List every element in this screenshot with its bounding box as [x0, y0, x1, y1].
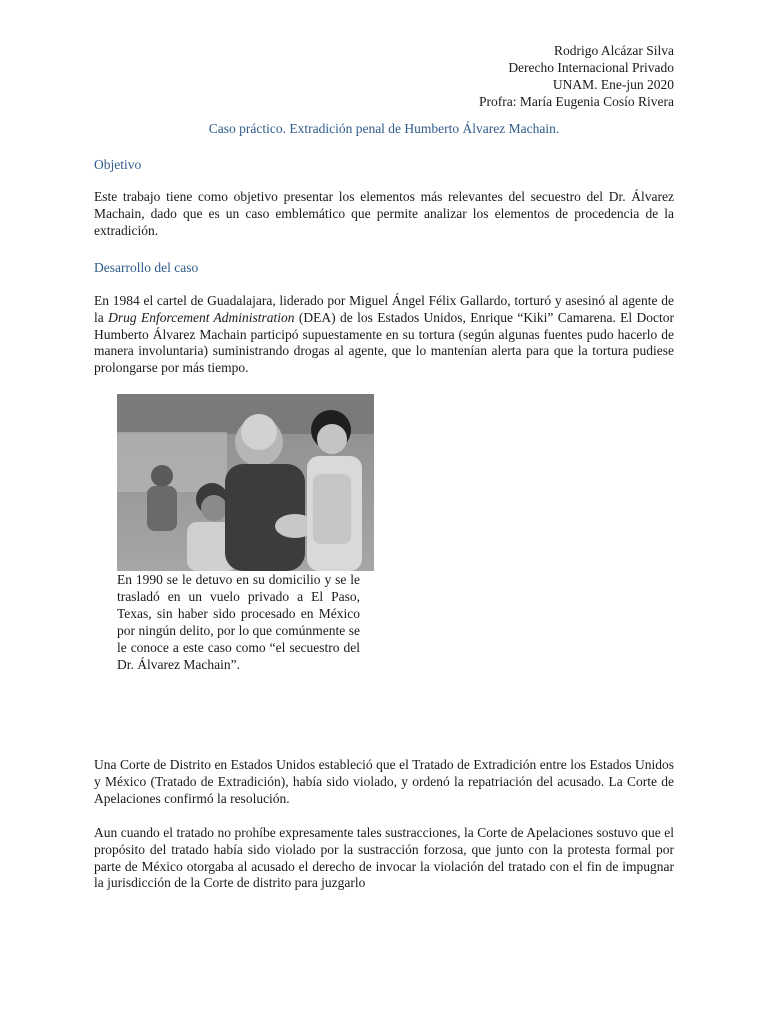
term: UNAM. Ene-jun 2020: [552, 77, 674, 92]
photo-caption: En 1990 se le detuvo en su domicilio y se le trasladó en un vuelo privado a El Paso, Texas, sin haber sido procesado en México por ningún delito, por lo que comúnmente se le conoce a este caso como “el secuestro del Dr. Álvarez Machain”.: [117, 572, 360, 672]
dea-name: Drug Enforcement Administration: [108, 309, 295, 325]
heading-desarrollo: Desarrollo del caso: [94, 260, 199, 275]
professor: Profra: María Eugenia Cosío Rivera: [479, 94, 674, 109]
author-name: Rodrigo Alcázar Silva: [554, 43, 674, 58]
desarrollo-text-start: En 1984 el cartel de Guadalajara, liderado por Miguel Ángel Félix Gallardo, torturó y asesinó al agente de la: [94, 293, 674, 325]
photo-arrest: [117, 394, 374, 571]
document-title: Caso práctico. Extradición penal de Humberto Álvarez Machain.: [208, 121, 560, 136]
paragraph-corte: Una Corte de Distrito en Estados Unidos estableció que el Tratado de Extradición entre los Estados Unidos y México (Tratado de Extradición), había sido violado, y ordenó la repatriación del acusado. La Corte de Apelaciones confirmó la resolución.: [94, 757, 674, 806]
paragraph-apelaciones: Aun cuando el tratado no prohíbe expresamente tales sustracciones, la Corte de Apelaciones sostuvo que el propósito del tratado había sido violado por la sustracción forzosa, que junto con la protesta formal por parte de México otorgaba al acusado el derecho de invocar la violación del tratado con el fin de impugnar la jurisdicción de la Corte de distrito para juzgarlo: [94, 825, 674, 891]
paragraph-desarrollo: [94, 293, 674, 377]
paragraph-objetivo: Este trabajo tiene como objetivo presentar los elementos más relevantes del secuestro del Dr. Álvarez Machain, dado que es un caso emblemático que permite analizar los elementos de procedencia de la extradición.: [94, 189, 674, 238]
author-header: [479, 42, 674, 110]
photo-illustration: [117, 394, 374, 571]
desarrollo-text-end: (DEA) de los Estados Unidos, Enrique “Kiki” Camarena. El Doctor Humberto Álvarez Machain participó supuestamente en su tortura (según algunas fuentes pudo hacerlo de manera involuntaria) suministrando drogas al agente, que lo mantenían alerta para que la tortura pudiese prolongarse por más tiempo.: [94, 309, 675, 376]
heading-objetivo: Objetivo: [94, 157, 142, 172]
course-name: Derecho Internacional Privado: [508, 60, 674, 75]
